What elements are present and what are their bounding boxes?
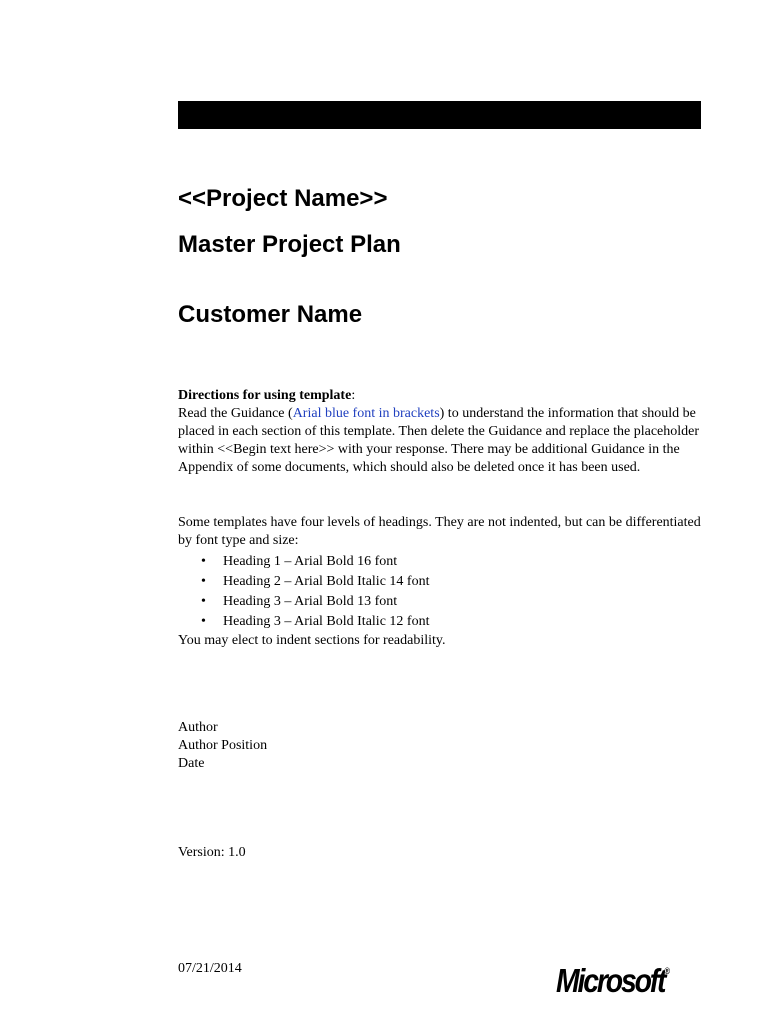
author-date: Date (178, 756, 205, 771)
footer-date: 07/21/2014 (178, 961, 242, 976)
indent-note: You may elect to indent sections for readability. (178, 633, 446, 648)
microsoft-logo (556, 951, 670, 1001)
list-item: • Heading 2 – Arial Bold Italic 14 font (178, 572, 708, 592)
directions-section (178, 387, 708, 477)
author-name: Author (178, 720, 218, 735)
directions-read-prefix: Read the Guidance ( (178, 406, 293, 421)
heading-levels-section (178, 514, 708, 650)
author-position: Author Position (178, 738, 268, 753)
list-item: • Heading 3 – Arial Bold 13 font (178, 592, 708, 612)
directions-heading-colon: : (351, 388, 356, 403)
project-name-title: <<Project Name>> (178, 185, 388, 212)
registered-mark: ® (664, 966, 671, 976)
version-label: Version: 1.0 (178, 845, 246, 860)
heading-levels-intro: Some templates have four levels of headings. They are not indented, but can be differentiated by font type and size: (178, 515, 701, 548)
header-bar (178, 101, 701, 129)
customer-name-title: Customer Name (178, 301, 363, 328)
logo-text: Microsoft (556, 962, 665, 999)
list-item: • Heading 3 – Arial Bold Italic 12 font (178, 612, 708, 632)
directions-heading-line (178, 387, 708, 405)
directions-heading: Directions for using template (178, 388, 352, 403)
guidance-example-text: Arial blue font in brackets (292, 406, 440, 421)
directions-paragraph (178, 405, 708, 477)
directions-read-suffix: ) to understand the information that should be placed in each section of this template. Then delete the Guidance and replace the placeholder within <<Begin text here>> with your response. There may be additional Guidance in the Appendix of some documents, which should also be deleted once it has been used. (178, 406, 700, 475)
list-item: • Heading 1 – Arial Bold 16 font (178, 552, 708, 572)
plan-title: Master Project Plan (178, 231, 401, 258)
heading-levels-list (178, 552, 708, 632)
